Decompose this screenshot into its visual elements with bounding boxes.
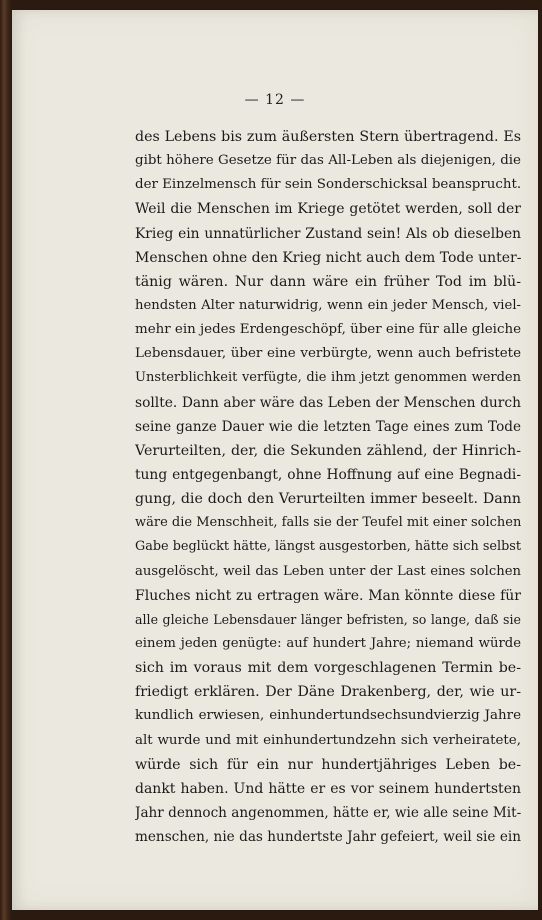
text-line: wäre die Menschheit, falls sie der Teufel mit einer solchen (135, 515, 521, 531)
text-line: tung entgegenbangt, ohne Hoffnung auf eine Begnadi- (135, 466, 521, 483)
text-line: Fluches nicht zu ertragen wäre. Man könnte diese für (135, 587, 521, 604)
text-line: alt wurde und mit einhundertundzehn sich verheiratete, (135, 732, 521, 748)
text-line: der Einzelmensch für sein Sonderschicksal beansprucht. (135, 177, 521, 193)
text-line: mehr ein jedes Erdengeschöpf, über eine für alle gleiche (135, 322, 521, 338)
text-line: sich im voraus mit dem vorgeschlagenen Termin be- (135, 660, 521, 677)
text-line: Jahr dennoch angenommen, hätte er, wie alle seine Mit- (135, 804, 521, 821)
text-line: alle gleiche Lebensdauer länger befristen, so lange, daß sie (135, 611, 521, 627)
text-line: des Lebens bis zum äußersten Stern übertragend. Es (135, 129, 521, 145)
text-line: Krieg ein unnatürlicher Zustand sein! Als ob dieselben (135, 225, 521, 242)
text-line: kundlich erwiesen, einhundertundsechsundvierzig Jahre (135, 708, 521, 724)
text-line: Weil die Menschen im Kriege getötet werden, soll der (135, 201, 521, 218)
page-sheet (12, 10, 538, 910)
page-number: — 12 — (244, 92, 306, 108)
text-line: hendsten Alter naturwidrig, wenn ein jeder Mensch, viel- (135, 297, 521, 313)
text-line: Gabe beglückt hätte, längst ausgestorben, hätte sich selbst (135, 539, 521, 555)
text-line: Lebensdauer, über eine verbürgte, wenn auch befristete (135, 346, 521, 362)
body-text (135, 125, 521, 849)
text-line: Unsterblichkeit verfügte, die ihm jetzt genommen werden (135, 370, 521, 386)
text-line: Menschen ohne den Krieg nicht auch dem Tode unter- (135, 249, 521, 266)
text-line: menschen, nie das hundertste Jahr gefeiert, weil sie ein (135, 829, 521, 846)
text-line: Verurteilten, der, die Sekunden zählend, der Hinrich- (135, 442, 521, 459)
text-line: tänig wären. Nur dann wäre ein früher Tod im blü- (135, 273, 521, 290)
text-line: gung, die doch den Verurteilten immer beseelt. Dann (135, 491, 521, 508)
text-line: dankt haben. Und hätte er es vor seinem hundertsten (135, 780, 521, 797)
text-line: seine ganze Dauer wie die letzten Tage eines zum Tode (135, 418, 521, 435)
text-line: würde sich für ein nur hundertjähriges Leben be- (135, 756, 521, 773)
text-line: ausgelöscht, weil das Leben unter der Last eines solchen (135, 563, 521, 579)
text-line: gibt höhere Gesetze für das All-Leben als diejenigen, die (135, 153, 521, 169)
text-line: einem jeden genügte: auf hundert Jahre; niemand würde (135, 635, 521, 651)
text-line: friedigt erklären. Der Däne Drakenberg, der, wie ur- (135, 684, 521, 701)
text-line: sollte. Dann aber wäre das Leben der Menschen durch (135, 394, 521, 411)
